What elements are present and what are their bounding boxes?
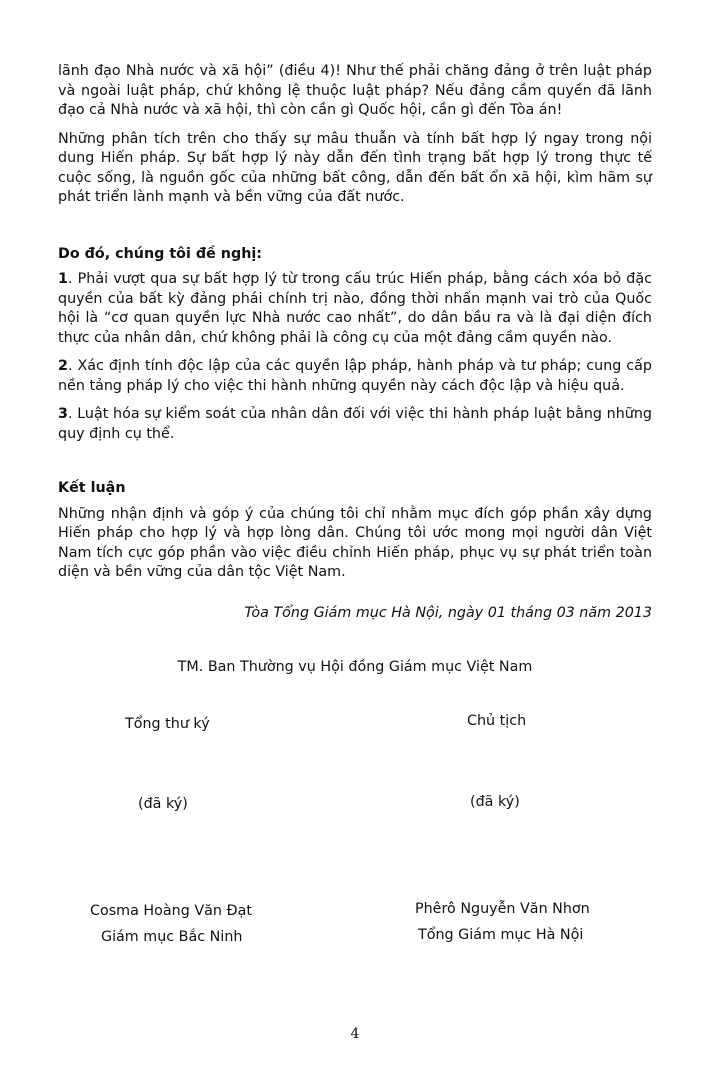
place-date: Tòa Tổng Giám mục Hà Nội, ngày 01 tháng 03 năm 2013 bbox=[244, 605, 652, 621]
proposal-text: . Xác định tính độc lập của các quyền lập pháp, hành pháp và tư pháp; cung cấp nền tảng pháp lý cho việc thi hành những quyền này cách độc lập và hiệu quả. bbox=[58, 358, 652, 394]
right-signed-mark: (đã ký) bbox=[470, 794, 520, 810]
proposal-number: 2 bbox=[58, 358, 68, 374]
intro-paragraph-1: lãnh đạo Nhà nước và xã hội” (điều 4)! Như thế phải chăng đảng ở trên luật pháp và ngoài luật pháp, chứ không lệ thuộc luật pháp? Nếu đảng cầm quyền đã lãnh đạo cả Nhà nước và xã hội, thì còn cần gì Quốc hội, cần gì đến Tòa án! bbox=[58, 63, 652, 118]
on-behalf-line: TM. Ban Thường vụ Hội đồng Giám mục Việt Nam bbox=[177, 659, 533, 675]
left-signer-role: Tổng thư ký bbox=[125, 716, 210, 732]
page-number: 4 bbox=[350, 1026, 360, 1042]
document-body bbox=[58, 62, 652, 583]
conclusion-paragraph: Những nhận định và góp ý của chúng tôi chỉ nhằm mục đích góp phần xây dựng Hiến pháp cho hợp lý và hợp lòng dân. Chúng tôi ước mong mọi người dân Việt Nam tích cực góp phần vào việc điều chỉnh Hiến pháp, phục vụ sự phát triển toàn diện và bền vững của dân tộc Việt Nam. bbox=[58, 505, 652, 580]
proposals-heading: Do đó, chúng tôi đề nghị: bbox=[58, 245, 263, 262]
proposal-text: . Phải vượt qua sự bất hợp lý từ trong cấu trúc Hiến pháp, bằng cách xóa bỏ đặc quyền của bất kỳ đảng phái chính trị nào, đồng thời nhấn mạnh vai trò của Quốc hội là “cơ quan quyền lực Nhà nước cao nhất”, do dân bầu ra và là đại diện đích thực của nhân dân, chứ không phải là công cụ của một đảng cầm quyền nào. bbox=[58, 271, 652, 346]
proposal-number: 1 bbox=[58, 271, 68, 287]
proposal-number: 3 bbox=[58, 406, 68, 422]
proposal-item-1 bbox=[58, 270, 652, 348]
proposal-item-2 bbox=[58, 357, 652, 396]
proposal-item-3 bbox=[58, 405, 652, 444]
right-signer-role: Chủ tịch bbox=[467, 713, 527, 729]
intro-paragraph-2: Những phân tích trên cho thấy sự mâu thuẫn và tính bất hợp lý ngay trong nội dung Hiến pháp. Sự bất hợp lý này dẫn đến tình trạng bất hợp lý trong thực tế cuộc sống, là nguồn gốc của những bất công, dẫn đến bất ổn xã hội, kìm hãm sự phát triển lành mạnh và bền vững của đất nước. bbox=[58, 130, 652, 205]
right-signer-name: Phêrô Nguyễn Văn Nhơn bbox=[415, 901, 590, 917]
left-signed-mark: (đã ký) bbox=[138, 796, 188, 812]
right-signer-title: Tổng Giám mục Hà Nội bbox=[418, 927, 584, 943]
proposal-text: . Luật hóa sự kiểm soát của nhân dân đối với việc thi hành pháp luật bằng những quy định cụ thể. bbox=[58, 406, 652, 442]
conclusion-heading: Kết luận bbox=[58, 480, 126, 496]
left-signer-name: Cosma Hoàng Văn Đạt bbox=[90, 903, 252, 919]
left-signer-title: Giám mục Bắc Ninh bbox=[101, 929, 243, 945]
